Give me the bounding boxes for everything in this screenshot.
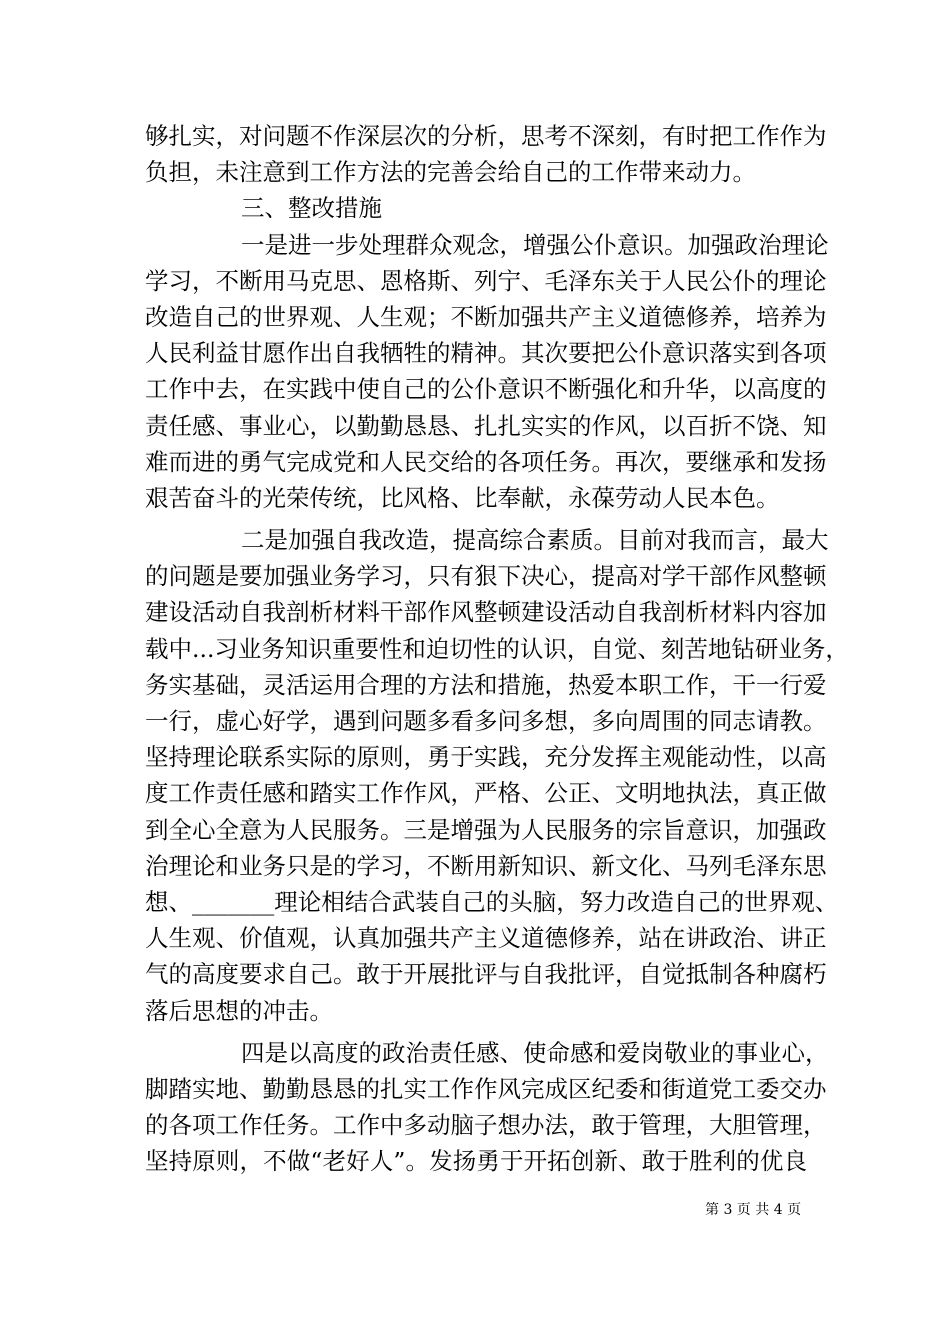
text-line: 四是以高度的政治责任感、使命感和爱岗敬业的事业心， bbox=[241, 1038, 829, 1067]
text-line: 载中...习业务知识重要性和迫切性的认识，自觉、刻苦地钻研业务， bbox=[145, 634, 849, 663]
text-line: 难而进的勇气完成党和人民交给的各项任务。再次，要继承和发扬 bbox=[145, 447, 827, 476]
text-line: 二是加强自我改造，提高综合素质。目前对我而言，最大 bbox=[241, 526, 829, 555]
text-line: 工作中去，在实践中使自己的公仆意识不断强化和升华，以高度的 bbox=[145, 375, 827, 404]
text-line: 的各项工作任务。工作中多动脑子想办法，敢于管理，大胆管理， bbox=[145, 1111, 827, 1140]
text-line: 治理论和业务只是的学习，不断用新知识、新文化、马列毛泽东思 bbox=[145, 851, 827, 880]
text-line: 坚持原则，不做“老好人”。发扬勇于开拓创新、敢于胜利的优良 bbox=[145, 1147, 807, 1176]
text-line: 的问题是要加强业务学习，只有狠下决心，提高对学干部作风整顿 bbox=[145, 562, 827, 591]
text-line: 一是进一步处理群众观念，增强公仆意识。加强政治理论 bbox=[241, 230, 829, 259]
text-line: 到全心全意为人民服务。三是增强为人民服务的宗旨意识，加强政 bbox=[145, 815, 827, 844]
text-line: 度工作责任感和踏实工作作风，严格、公正、文明地执法，真正做 bbox=[145, 779, 827, 808]
document-body bbox=[145, 118, 849, 1179]
text-line: 一行，虚心好学，遇到问题多看多问多想，多向周围的同志请教。 bbox=[145, 707, 827, 735]
text-line: 人民利益甘愿作出自我牺牲的精神。其次要把公仆意识落实到各项 bbox=[145, 339, 827, 368]
text-line: 人生观、价值观，认真加强共产主义道德修养，站在讲政治、讲正 bbox=[145, 924, 827, 953]
text-line: 务实基础，灵活运用合理的方法和措施，热爱本职工作，干一行爱 bbox=[145, 670, 827, 699]
page-number: 第 3 页 共 4 页 bbox=[705, 1202, 802, 1218]
text-line: 坚持理论联系实际的原则，勇于实践，充分发挥主观能动性，以高 bbox=[145, 743, 827, 772]
text-line: 想、_______理论相结合武装自己的头脑，努力改造自己的世界观、 bbox=[145, 887, 839, 916]
text-line: 改造自己的世界观、人生观；不断加强共产主义道德修养，培养为 bbox=[145, 302, 827, 331]
text-line: 脚踏实地、勤勤恳恳的扎实工作作风完成区纪委和街道党工委交办 bbox=[145, 1074, 827, 1103]
text-line: 建设活动自我剖析材料干部作风整顿建设活动自我剖析材料内容加 bbox=[145, 598, 827, 627]
text-line: 艰苦奋斗的光荣传统，比风格、比奉献，永葆劳动人民本色。 bbox=[145, 483, 780, 512]
text-line: 学习，不断用马克思、恩格斯、列宁、毛泽东关于人民公仆的理论 bbox=[145, 266, 827, 295]
text-line: 责任感、事业心，以勤勤恳恳、扎扎实实的作风，以百折不饶、知 bbox=[145, 411, 827, 440]
text-line: 够扎实，对问题不作深层次的分析，思考不深刻，有时把工作作为 bbox=[145, 122, 827, 150]
text-line: 负担，未注意到工作方法的完善会给自己的工作带来动力。 bbox=[145, 158, 756, 187]
text-line: 落后思想的冲击。 bbox=[145, 996, 333, 1025]
section-heading: 三、整改措施 bbox=[241, 194, 382, 223]
text-line: 气的高度要求自己。敢于开展批评与自我批评，自觉抵制各种腐朽 bbox=[145, 960, 827, 989]
